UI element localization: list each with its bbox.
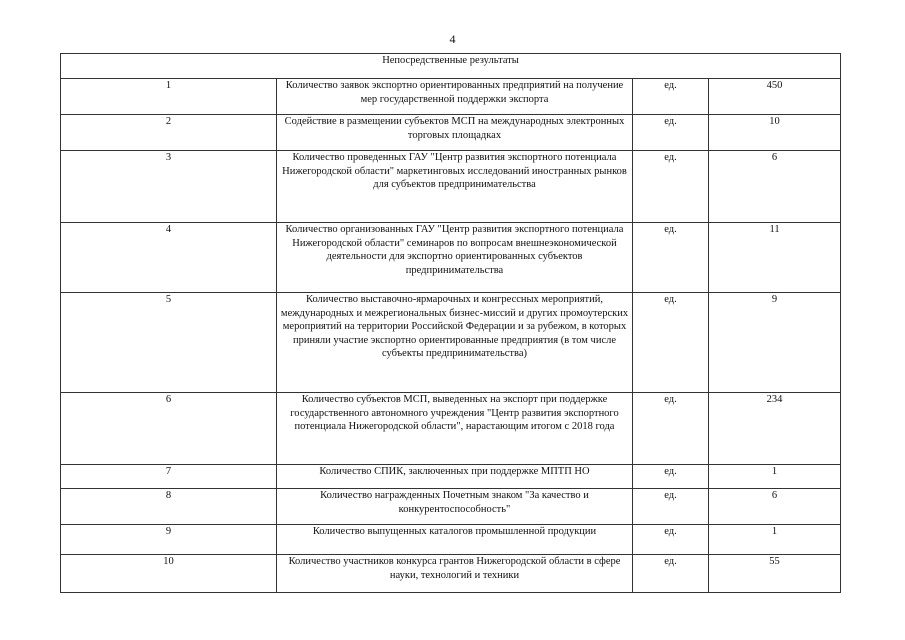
value-cell: 6: [709, 489, 841, 525]
row-number: 6: [61, 393, 277, 465]
indicator-name: Количество выставочно-ярмарочных и конгрессных мероприятий, международных и межрегиональных бизнес-миссий и других промоутерских мероприятий на территории Российской Федерации и за рубежом, в которых приняли участие экспортно ориентированные предприятия (в том числе субъекты предпринимательства): [277, 293, 633, 393]
unit-cell: ед.: [633, 489, 709, 525]
unit-cell: ед.: [633, 393, 709, 465]
section-header-row: [61, 54, 841, 79]
row-number: 7: [61, 465, 277, 489]
unit-cell: ед.: [633, 79, 709, 115]
indicator-name: Количество участников конкурса грантов Нижегородской области в сфере науки, технологий и техники: [277, 555, 633, 593]
indicator-name: Количество выпущенных каталогов промышленной продукции: [277, 525, 633, 555]
results-table: [60, 53, 841, 593]
page-number: 4: [449, 32, 456, 46]
row-number: 1: [61, 79, 277, 115]
unit-cell: ед.: [633, 465, 709, 489]
row-number: 8: [61, 489, 277, 525]
indicator-name: Содействие в размещении субъектов МСП на международных электронных торговых площадках: [277, 115, 633, 151]
table-row: [61, 489, 841, 525]
section-header: Непосредственные результаты: [61, 54, 841, 79]
unit-cell: ед.: [633, 223, 709, 293]
table-row: [61, 223, 841, 293]
value-cell: 6: [709, 151, 841, 223]
unit-cell: ед.: [633, 555, 709, 593]
indicator-name: Количество организованных ГАУ "Центр развития экспортного потенциала Нижегородской области" семинаров по вопросам внешнеэкономической деятельности для экспортно ориентированных субъектов предпринимательства: [277, 223, 633, 293]
row-number: 5: [61, 293, 277, 393]
table-row: [61, 293, 841, 393]
unit-cell: ед.: [633, 151, 709, 223]
table-row: [61, 525, 841, 555]
indicator-name: Количество награжденных Почетным знаком "За качество и конкурентоспособность": [277, 489, 633, 525]
table-row: [61, 151, 841, 223]
table-row: [61, 115, 841, 151]
indicator-name: Количество проведенных ГАУ "Центр развития экспортного потенциала Нижегородской области" маркетинговых исследований иностранных рынков для субъектов предпринимательства: [277, 151, 633, 223]
unit-cell: ед.: [633, 115, 709, 151]
table-row: [61, 465, 841, 489]
unit-cell: ед.: [633, 293, 709, 393]
row-number: 9: [61, 525, 277, 555]
value-cell: 10: [709, 115, 841, 151]
value-cell: 1: [709, 525, 841, 555]
table-row: [61, 393, 841, 465]
value-cell: 9: [709, 293, 841, 393]
value-cell: 234: [709, 393, 841, 465]
value-cell: 450: [709, 79, 841, 115]
row-number: 10: [61, 555, 277, 593]
row-number: 3: [61, 151, 277, 223]
indicator-name: Количество СПИК, заключенных при поддержке МПТП НО: [277, 465, 633, 489]
value-cell: 1: [709, 465, 841, 489]
table-row: [61, 79, 841, 115]
value-cell: 55: [709, 555, 841, 593]
table-row: [61, 555, 841, 593]
value-cell: 11: [709, 223, 841, 293]
indicator-name: Количество субъектов МСП, выведенных на экспорт при поддержке государственного автономного учреждения "Центр развития экспортного потенциала Нижегородской области", нарастающим итогом с 2018 года: [277, 393, 633, 465]
row-number: 4: [61, 223, 277, 293]
unit-cell: ед.: [633, 525, 709, 555]
indicator-name: Количество заявок экспортно ориентированных предприятий на получение мер государственной поддержки экспорта: [277, 79, 633, 115]
row-number: 2: [61, 115, 277, 151]
